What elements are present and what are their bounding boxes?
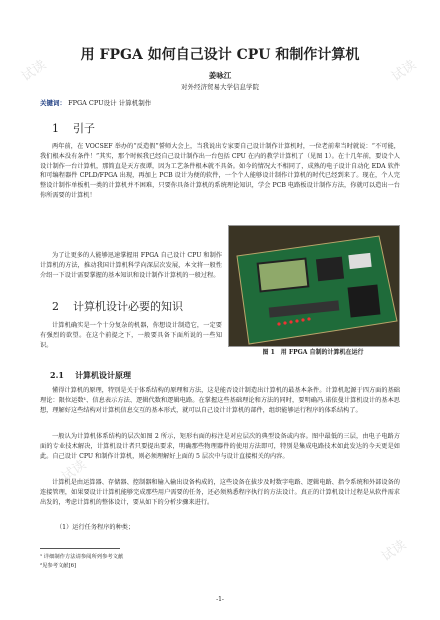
affiliation: 对外经济贸易大学信息学院: [181, 83, 259, 91]
watermark: 试读: [19, 57, 50, 85]
list-item-1: （1）运行任务程序的种类；: [56, 524, 135, 531]
section-2-heading: [52, 298, 183, 314]
watermark: 试读: [379, 537, 410, 565]
author: 姜咏江: [208, 71, 232, 80]
paragraph-5: 一般认为计算机体系结构的层次如图 2 所示，矩形右面的标注是对应层次的典型设备或内容。图中最低的三层，由电子电路方面的专业技术解决，计算机设计者只要提出要求，明确那些物理器件的使用方法即可，特别是集成电路技术如此发达的今天更是如此。自己设计 CPU 和制作计算机，则必须理解好上面的 5 层次中与设计直接相关的内容。: [40, 433, 400, 460]
paragraph-4: 懂得计算机的原理，特别是关于体系结构的原理和方法，这是能否设计制造出计算机的最基本条件。计算机起源于四方面的基础理论：限位运数¹、信息表示方法、逻辑代数和逻辑电路。在掌握这些基础理论和方法的同时，要明确冯.诺依曼计算机设计的基本思想，理解好这些结构对计算机信息交互的基本形式，就可以自己设计计算机的部件，组织能够运行程序的体系结构了。: [40, 387, 400, 414]
section-1-heading: [52, 120, 95, 136]
watermark: 试读: [389, 57, 420, 85]
section-title: 计算机设计必要的知识: [73, 300, 183, 313]
page-number: -1-: [216, 596, 224, 603]
footnote-2: ²见参考文献[6]: [40, 563, 77, 569]
paragraph-1: 两年前，在 VOCSEF 举办的“反造假”誓师大会上，当我说出专家要自己设计制作计算机时，一位老前辈当时就说：“不可能，我们根本没有条件！”其实，那个时候我已经自己设计制作出一台包括 CPU 在内的教学计算机了（见图 1）。在十几年前，要设个人设计制作一台计算机，那简直是天方夜谭，因为工艺条件根本就不具备。如今的情况大不相同了，成熟的电子设计自动化 EDA 软件和可编程器件 CPLD/FPGA 出现，再加上 PCB 设计为便的软件，一个个人能够设计制作计算机的时代已经到来了。现在，个人完整设计制作单板机一类的计算机并不困难，只要你具备计算机的系统理论知识，学会 PCB 电路板设计制作方法，你就可以造出一台你所需要的计算机！: [40, 143, 400, 199]
paragraph-3: 计算机确实是一个十分复杂的机器，你想设计制造它，一定要有强烈的欲望。在这个前提之下，一般要具备下面所说的一些知识。: [40, 322, 222, 349]
computer-board-photo: [228, 225, 400, 347]
figure-caption: 图 1 用 FPGA 自制的计算机在运行: [262, 349, 364, 356]
keywords-line: [40, 98, 151, 107]
footnote-divider: [40, 548, 120, 549]
subsection-2-1-heading: [50, 370, 131, 381]
subsection-number: 2.1: [50, 370, 64, 380]
watermark: 试读: [59, 457, 90, 485]
keywords: FPGA CPU设计 计算机制作: [68, 99, 152, 107]
subsection-title: 计算机设计原理: [75, 370, 132, 380]
section-title: 引子: [73, 122, 95, 135]
paragraph-6: 计算机是由运算器、存储器、控制器和输入输出设备构成的，这些设备在拔步及时数字电路、逻辑电路、指令系统和外部设备的连接管理，如果要设计计算机能够完成那些用户需要的任务，还必须熟悉程序执行的方法设计。真正的计算机设计过程是从软件需求出发的，考虑计算机的整体设计，要从如下的分析步骤来进行。: [40, 479, 400, 506]
keywords-label: 关键词：: [40, 99, 66, 107]
board-illustration: [229, 226, 399, 346]
paper-title: 用 FPGA 如何自己设计 CPU 和制作计算机: [80, 47, 360, 63]
section-number: 1: [52, 122, 59, 135]
section-number: 2: [52, 300, 59, 313]
footnote-1: ¹ 详细制作方法请参阅所列参考文献: [40, 554, 124, 560]
paragraph-2: 为了让更多的人能够迅速掌握用 FPGA 自己设计 CPU 和制作计算机的方法，推动我国计算机科学向深层次发展，本文将一般性介绍一下设计需要掌握的基本知识和设计制作计算机的一般过程。: [40, 252, 222, 279]
